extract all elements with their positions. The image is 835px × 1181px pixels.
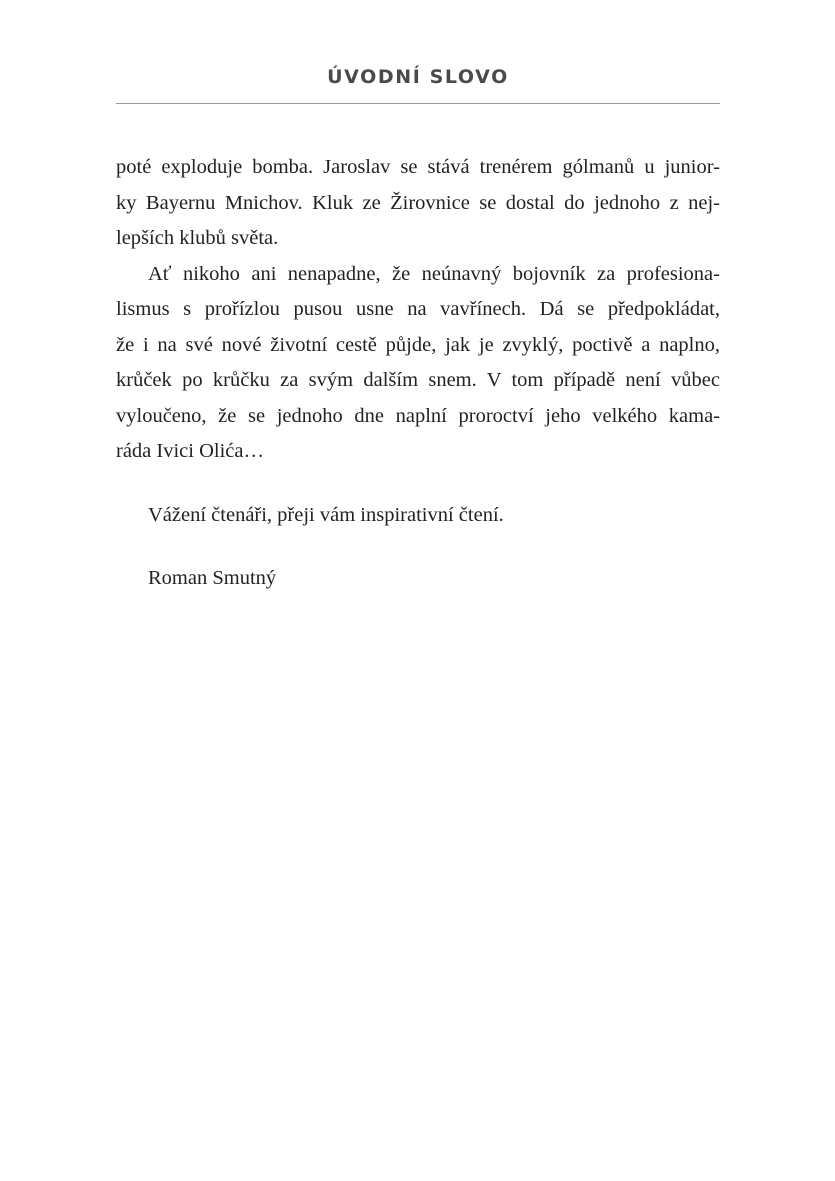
paragraph-line: krůček po krůčku za svým dalším snem. V tom případě není vůbec	[116, 369, 720, 391]
paragraph-line: lismus s prořízlou pusou usne na vavřínech. Dá se předpokládat,	[116, 298, 720, 320]
author-signature: Roman Smutný	[148, 567, 277, 589]
paragraph-line: vyloučeno, že se jednoho dne naplní proroctví jeho velkého kama-	[116, 404, 720, 427]
paragraph-line: ky Bayernu Mnichov. Kluk ze Žirovnice se dostal do jednoho z nej-	[116, 191, 720, 214]
header-divider	[116, 103, 720, 104]
running-head-title: ÚVODNÍ SLOVO	[327, 66, 509, 88]
closing-greeting: Vážení čtenáři, přeji vám inspirativní čtení.	[148, 503, 504, 526]
paragraph-line: ráda Ivici Olića…	[116, 440, 264, 462]
paragraph-line: Ať nikoho ani nenapadne, že neúnavný bojovník za profesiona-	[148, 262, 720, 285]
page-body	[116, 150, 720, 597]
paragraph-1	[116, 150, 720, 257]
paragraph-line: že i na své nové životní cestě půjde, jak je zvyklý, poctivě a naplno,	[116, 333, 720, 356]
spacer	[116, 470, 720, 498]
paragraph-line: lepších klubů světa.	[116, 227, 279, 249]
spacer	[116, 533, 720, 561]
paragraph-2	[116, 257, 720, 470]
paragraph-line: poté exploduje bomba. Jaroslav se stává trenérem gólmanů u junior-	[116, 156, 720, 178]
